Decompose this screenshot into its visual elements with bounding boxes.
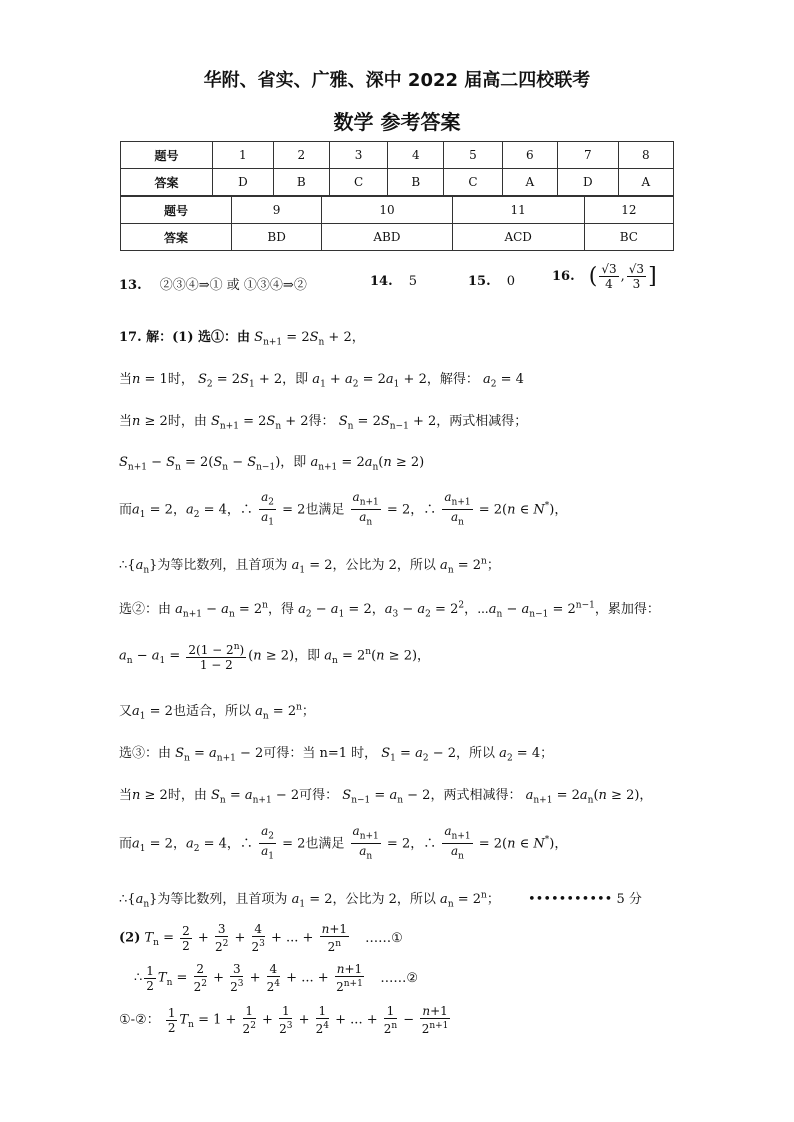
table-cell: 12: [584, 197, 673, 224]
table-cell: 9: [232, 197, 322, 224]
text: 也满足: [305, 836, 345, 852]
document-subtitle: 数学 参考答案: [333, 110, 461, 134]
table-cell: 10: [322, 197, 452, 224]
text: ，得: [267, 602, 294, 617]
text: ，: [172, 502, 186, 518]
table-cell: C: [329, 169, 387, 196]
fill-in-answers: [119, 274, 307, 293]
q16: 16. ( $\frac{√3}{4}$ , $\frac{√3}{3}$ ]: [552, 262, 657, 291]
text: ，∴: [410, 502, 437, 518]
table-header-cell: 答案: [121, 169, 213, 196]
fraction: $\frac{3}{2^3}$: [230, 962, 244, 994]
table-cell: 11: [452, 197, 584, 224]
text: ，所以: [456, 746, 496, 761]
table-cell: ACD: [452, 224, 584, 251]
text: 时，由: [167, 414, 207, 429]
solution-line-8: $a_n - a_1$ = $\frac{2(1 - 2^n)}{1 - 2}$ (n ≥ 2)，即 $a_n = 2^n(n \ge 2)$，: [119, 642, 431, 672]
text: 而: [119, 836, 133, 852]
table-header-cell: 答案: [121, 224, 232, 251]
text: 时，由: [167, 788, 207, 803]
solution-line-11: 当n ≥ 2时，由 $S_n = a_{n+1} - 2$可得： $S_{n-1} = a_n - 2$，两式相减得： $a_{n+1} = 2a_n(n \ge 2)$，: [119, 788, 653, 806]
q13-number: 13.: [119, 278, 142, 293]
text: ，即: [294, 648, 321, 664]
text: 当: [119, 788, 133, 803]
text: (2): [119, 930, 141, 946]
q16-answer: (: [588, 264, 598, 289]
fraction: $\frac{1}{2}$: [146, 963, 154, 993]
text: ，∴: [410, 836, 437, 852]
table-cell: B: [388, 169, 444, 196]
table-cell: 2: [273, 142, 329, 169]
fraction: $\frac{a_2}{a_1}$: [261, 490, 274, 528]
text: ……①: [365, 930, 403, 946]
text: 也满足: [305, 502, 345, 518]
table-header-cell: 题号: [121, 197, 232, 224]
table-cell: 1: [213, 142, 274, 169]
table-cell: 4: [388, 142, 444, 169]
fraction: $\frac{a_{n+1}}{a_n}$: [352, 824, 379, 862]
solution-line-7: 选②：由 $a_{n+1} - a_n = 2^n$，得 $a_2 - a_1 = 2$，$a_3 - a_2 = 2^2$，$\cdots a_n - a_{n-1} = 2^{n-1}$，累加得：: [119, 600, 660, 620]
fraction: $\frac{3}{2^2}$: [214, 922, 229, 954]
q16-number: 16.: [552, 269, 575, 284]
q15-answer: 0: [506, 274, 516, 289]
solution-line-2: 当n = 1时， $S_2 = 2S_1 + 2$，即 $a_1 + a_2 = 2a_1 + 2$，解得： $a_2 = 4$: [119, 372, 524, 390]
q14: [370, 274, 417, 289]
fraction: $\frac{√3}{4}$: [601, 262, 617, 291]
text: ……②: [380, 970, 418, 986]
document-title: 华附、省实、广雅、深中 2022 届高二四校联考: [203, 70, 591, 91]
table-cell: ABD: [322, 224, 452, 251]
solution-line-9: 又$a_1 = 2$也适合，所以 $a_n = 2^n$；: [119, 702, 315, 722]
table-cell: D: [213, 169, 274, 196]
text: 而: [119, 502, 133, 518]
table-cell: A: [618, 169, 673, 196]
fraction: $\frac{1}{2^n}$: [383, 1004, 398, 1036]
text: ，解得：: [426, 372, 479, 387]
part2-line-1: (2) $T_n$ = $\frac{2}{2}$ + $\frac{3}{2^2}$ + $\frac{4}{2^3}$ + ... + $\frac{n+1}{2^n}$ ……①: [119, 922, 403, 954]
table-cell: 3: [329, 142, 387, 169]
text: ，公比为 2，所以: [332, 558, 436, 573]
fraction: $\frac{1}{2}$: [167, 1005, 176, 1035]
text: 可得：: [299, 788, 339, 803]
q15: [468, 274, 515, 289]
table-cell: D: [557, 169, 618, 196]
fraction: $\frac{√3}{3}$: [628, 262, 645, 291]
text: 选②：由: [119, 602, 172, 617]
table-cell: A: [502, 169, 557, 196]
text: ①-②：: [119, 1012, 160, 1028]
text: 可得：当 n=1 时，: [263, 746, 378, 761]
text: 时，: [167, 372, 194, 387]
fraction: $\frac{a_{n+1}}{a_n}$: [444, 490, 471, 528]
text: ，两式相减得；: [436, 414, 528, 429]
table-cell: BD: [232, 224, 322, 251]
text: ，即: [280, 455, 307, 470]
text: ，即: [282, 372, 309, 387]
part2-line-3: ①-②： $\frac{1}{2}$ $T_n = 1$ + $\frac{1}{2^2}$ + $\frac{1}{2^3}$ + $\frac{1}{2^4}$ + ... + $\frac{1}{2^n}$ − $\frac{n+1}{2^{n+1}}$: [119, 1004, 449, 1036]
solution-line-1: 17. 解：(1) 选①：由 $S_{n+1} = 2S_n + 2$，: [119, 330, 365, 348]
fraction: $\frac{1}{2^2}$: [242, 1004, 256, 1036]
table-cell: 8: [618, 142, 673, 169]
table-header-cell: 题号: [121, 142, 213, 169]
table-cell: C: [444, 169, 502, 196]
table-row: [121, 169, 674, 196]
table-cell: 5: [444, 142, 502, 169]
text: 得：: [308, 414, 335, 429]
fraction: $\frac{4}{2^3}$: [251, 922, 265, 954]
text: ，公比为 2，所以: [332, 892, 436, 907]
answer-table-1: [120, 141, 674, 196]
text: 当: [119, 414, 133, 429]
text: 也适合，所以: [172, 704, 251, 719]
fraction: $\frac{n+1}{2^{n+1}}$: [336, 962, 363, 994]
text: 选③：由: [119, 746, 172, 761]
solution-line-12: 而$a_1 = 2$，$a_2 = 4$，∴ $\frac{a_2}{a_1}$ = 2也满足 $\frac{a_{n+1}}{a_n}$ = 2，∴ $\frac{a_{n+1}}{a_n}$ = 2(n ∈ N*)，: [119, 824, 568, 862]
score-mark: ••••••••••• 5 分: [528, 892, 642, 907]
fraction: $\frac{n+1}{2^{n+1}}$: [421, 1004, 449, 1036]
text: 又: [119, 704, 133, 719]
table-cell: 6: [502, 142, 557, 169]
fraction: $\frac{a_{n+1}}{a_n}$: [444, 824, 471, 862]
text: ∴: [119, 558, 128, 573]
table-row: [121, 142, 674, 169]
text: 当: [119, 372, 133, 387]
solution-line-6: $\therefore\{a_n\}$为等比数列，且首项为 $a_1 = 2$，公比为 2，所以 $a_n = 2^n$；: [119, 556, 500, 576]
fraction: $\frac{1}{2^3}$: [279, 1004, 293, 1036]
solution-line-5: 而$a_1 = 2$，$a_2 = 4$，∴ $\frac{a_2}{a_1}$ = 2也满足 $\frac{a_{n+1}}{a_n}$ = 2，∴ $\frac{a_{n+1}}{a_n}$ = 2(n ∈ N*)，: [119, 490, 568, 528]
text: ，两式相减得：: [430, 788, 522, 803]
solution-line-13: $\therefore\{a_n\}$为等比数列，且首项为 $a_1 = 2$，公比为 2，所以 $a_n = 2^n$；: [119, 890, 500, 910]
table-cell: BC: [584, 224, 673, 251]
table-cell: 7: [557, 142, 618, 169]
q15-number: 15.: [468, 274, 491, 289]
fraction: $\frac{4}{2^4}$: [266, 962, 281, 994]
fraction: $\frac{2}{2}$: [182, 923, 190, 953]
text: ，∴: [226, 836, 253, 852]
text: 为等比数列，且首项为: [157, 892, 288, 907]
fraction: $\frac{a_{n+1}}{a_n}$: [352, 490, 379, 528]
fraction: $\frac{a_2}{a_1}$: [261, 824, 274, 862]
table-row: [121, 224, 674, 251]
fraction: $\frac{n+1}{2^n}$: [321, 922, 348, 954]
text: ，累加得：: [594, 602, 660, 617]
fraction: $\frac{2(1 - 2^n)}{1 - 2}$: [188, 642, 245, 672]
q14-number: 14.: [370, 274, 393, 289]
q14-answer: 5: [408, 274, 418, 289]
text: ∴: [119, 892, 128, 907]
solution-line-10: 选③：由 $S_n = a_{n+1} - 2$可得：当 n=1 时， $S_1 = a_2 - 2$，所以 $a_2 = 4$；: [119, 746, 554, 764]
part2-line-2: ∴ $\frac{1}{2}$ $T_n$ = $\frac{2}{2^2}$ + $\frac{3}{2^3}$ + $\frac{4}{2^4}$ + ... + $\frac{n+1}{2^{n+1}}$ ……②: [134, 962, 418, 994]
q13-answer: ②③④⇒① 或 ①③④⇒②: [159, 278, 307, 293]
text: ，∴: [226, 502, 253, 518]
text: 为等比数列，且首项为: [157, 558, 288, 573]
text: 17. 解：(1) 选①：由: [119, 330, 251, 345]
solution-line-3: 当n ≥ 2时，由 $S_{n+1} = 2S_n + 2$得： $S_n = 2S_{n-1} + 2$，两式相减得；: [119, 414, 528, 432]
solution-line-4: $S_{n+1} - S_n = 2(S_n - S_{n-1})$，即 $a_{n+1} = 2a_n(n \ge 2)$: [119, 455, 425, 473]
fraction: $\frac{2}{2^2}$: [193, 962, 207, 994]
fraction: $\frac{1}{2^4}$: [315, 1004, 330, 1036]
table-row: [121, 197, 674, 224]
answer-table-2: [120, 196, 674, 251]
text: ，: [172, 836, 186, 852]
table-cell: B: [273, 169, 329, 196]
